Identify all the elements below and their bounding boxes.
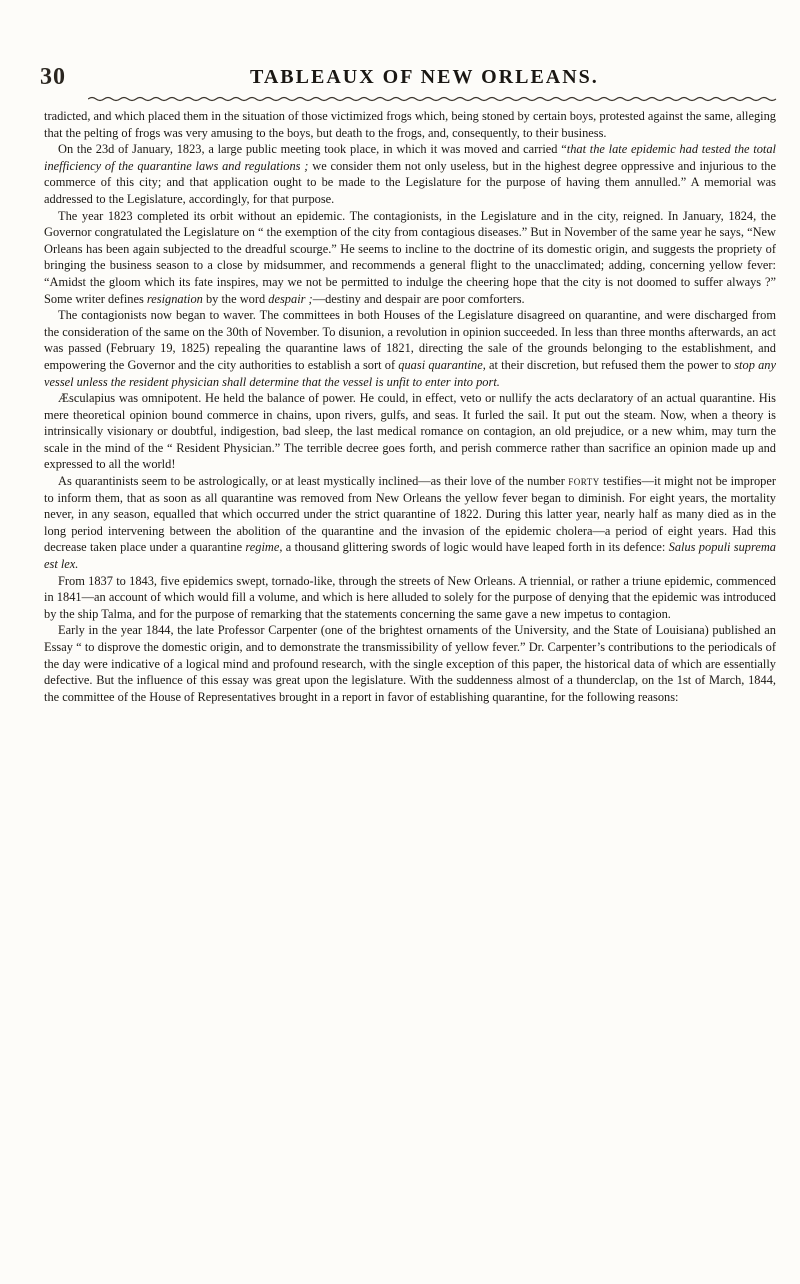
text-run: As quarantinists seem to be astrologically, or at least mystically inclined—as their love of the number [58, 474, 569, 489]
body-text [44, 108, 776, 705]
text-run: Æsculapius was omnipotent. He held the balance of power. He could, in effect, veto or nullify the acts declaratory of an actual quarantine. His mere theoretical opinion bound commerce in chains, upon rivers, gulfs, and seas. It furled the sail. It put out the steam. Now, when a theory is intrinsically visionary or doubtful, indigestion, bad sleep, the last medical romance on contagion, an old prejudice, or a new whim, may turn the scale in the mind of the “ Resident Physician.” The terrible decree goes forth, and perish commerce rather than sacrifice an opinion made up and expressed to all the world! [44, 391, 776, 472]
text-run: From 1837 to 1843, five epidemics swept, tornado-like, through the streets of New Orleans. A triennial, or rather a triune epidemic, commenced in 1841—an account of which would fill a volume, and which is here alluded to solely for the purpose of denying that the epidemic was introduced by the ship Talma, and for the purpose of remarking that the statements concerning the same gave a new impetus to contagion. [44, 573, 776, 621]
text-run: —destiny and despair are poor comforters. [312, 291, 525, 306]
paragraph [44, 573, 776, 623]
text-run: The contagionists now began to waver. The committees in both Houses of the Legislature disagreed on quarantine, and were discharged from the consideration of the same on the 30th of November. To disunion, a revolution in opinion succeeded. In less than three months afterwards, an act was passed (February 19, 1825) repealing the quarantine laws of 1821, directing the sale of the grounds belonging to the establishment, and empowering the Governor and the city authorities to establish a sort of [44, 308, 776, 372]
text-run: forty [568, 474, 600, 489]
page-header [40, 64, 780, 92]
paragraph [44, 473, 776, 573]
italic-text: that the late epidemic had tested the total inefficiency of the quarantine laws and regulations ; [44, 142, 776, 173]
decorative-wavy-rule [88, 96, 778, 102]
paragraph [44, 208, 776, 308]
paragraph [44, 141, 776, 207]
paragraph [44, 390, 776, 473]
italic-text: despair ; [268, 291, 313, 306]
page-number: 30 [40, 64, 66, 90]
paragraph [44, 108, 776, 141]
text-run: by the word [202, 291, 269, 306]
text-run: at their discretion, but refused them the power to [485, 357, 735, 372]
paragraph [44, 622, 776, 705]
italic-text: quasi quarantine, [398, 357, 486, 372]
italic-text: Salus populi suprema est lex. [44, 540, 776, 572]
text-run: On the 23d of January, 1823, a large public meeting took place, in which it was moved and carried “ [58, 142, 567, 157]
text-run: we consider them not only useless, but in the highest degree oppressive and injurious to the commerce of this city; and that application ought to be made to the Legislature for the purpose of having them annulled.” A memorial was addressed to the Legislature, accordingly, for that purpose. [44, 158, 776, 206]
italic-text: resignation [146, 291, 203, 306]
italic-text: regime, [245, 540, 283, 555]
text-run: The year 1823 completed its orbit without an epidemic. The contagionists, in the Legislature and in the city, reigned. In January, 1824, the Governor congratulated the Legislature on “ the exemption of the city from contagious diseases.” But in November of the same year he says, “New Orleans has been again subjected to the dreadful scourge.” He seems to incline to the doctrine of its domestic origin, and suggests the propriety of bringing the business season to a close by midsummer, and recommends a general flight to the unacclimated; adding, concerning yellow fever: “Amidst the gloom which its fate inspires, may we not be permitted to indulge the cheering hope that the city is not doomed to suffer always ?” Some writer defines [44, 208, 776, 306]
text-run: Early in the year 1844, the late Professor Carpenter (one of the brightest ornaments of the University, and the State of Louisiana) published an Essay “ to disprove the domestic origin, and to demonstrate the transmissibility of yellow fever.” Dr. Carpenter’s contributions to the periodicals of the day were indicative of a logical mind and profound research, with the single exception of this paper, the historical data of which are essentially defective. But the influence of this essay was great upon the legislature. With the suddenness almost of a thunderclap, on the 1st of March, 1844, the committee of the House of Representatives brought in a report in favor of establishing quarantine, for the following reasons: [44, 623, 776, 704]
text-run: tradicted, and which placed them in the situation of those victimized frogs which, being stoned by certain boys, protested against the same, alleging that the pelting of frogs was very amusing to the boys, but death to the frogs, and, consequently, to their business. [44, 109, 776, 140]
text-run: testifies—it might not be improper to inform them, that as soon as all quarantine was removed from New Orleans the yellow fever began to diminish. For eight years, the mortality never, in any season, equalled that which occurred under the strict quarantine of 1822. During this latter year, nearly half as many died as in the long period intervening between the abolition of the quarantine and the invasion of the epidemic cholera—a period of eight years. Had this decrease taken place under a quarantine [44, 474, 776, 555]
text-run: a thousand glittering swords of logic would have leaped forth in its defence: [282, 540, 669, 555]
italic-text: stop any vessel unless the resident physician shall determine that the vessel is unfit to enter into port. [44, 357, 776, 389]
paragraph [44, 307, 776, 390]
running-title: TABLEAUX OF NEW ORLEANS. [250, 66, 599, 88]
